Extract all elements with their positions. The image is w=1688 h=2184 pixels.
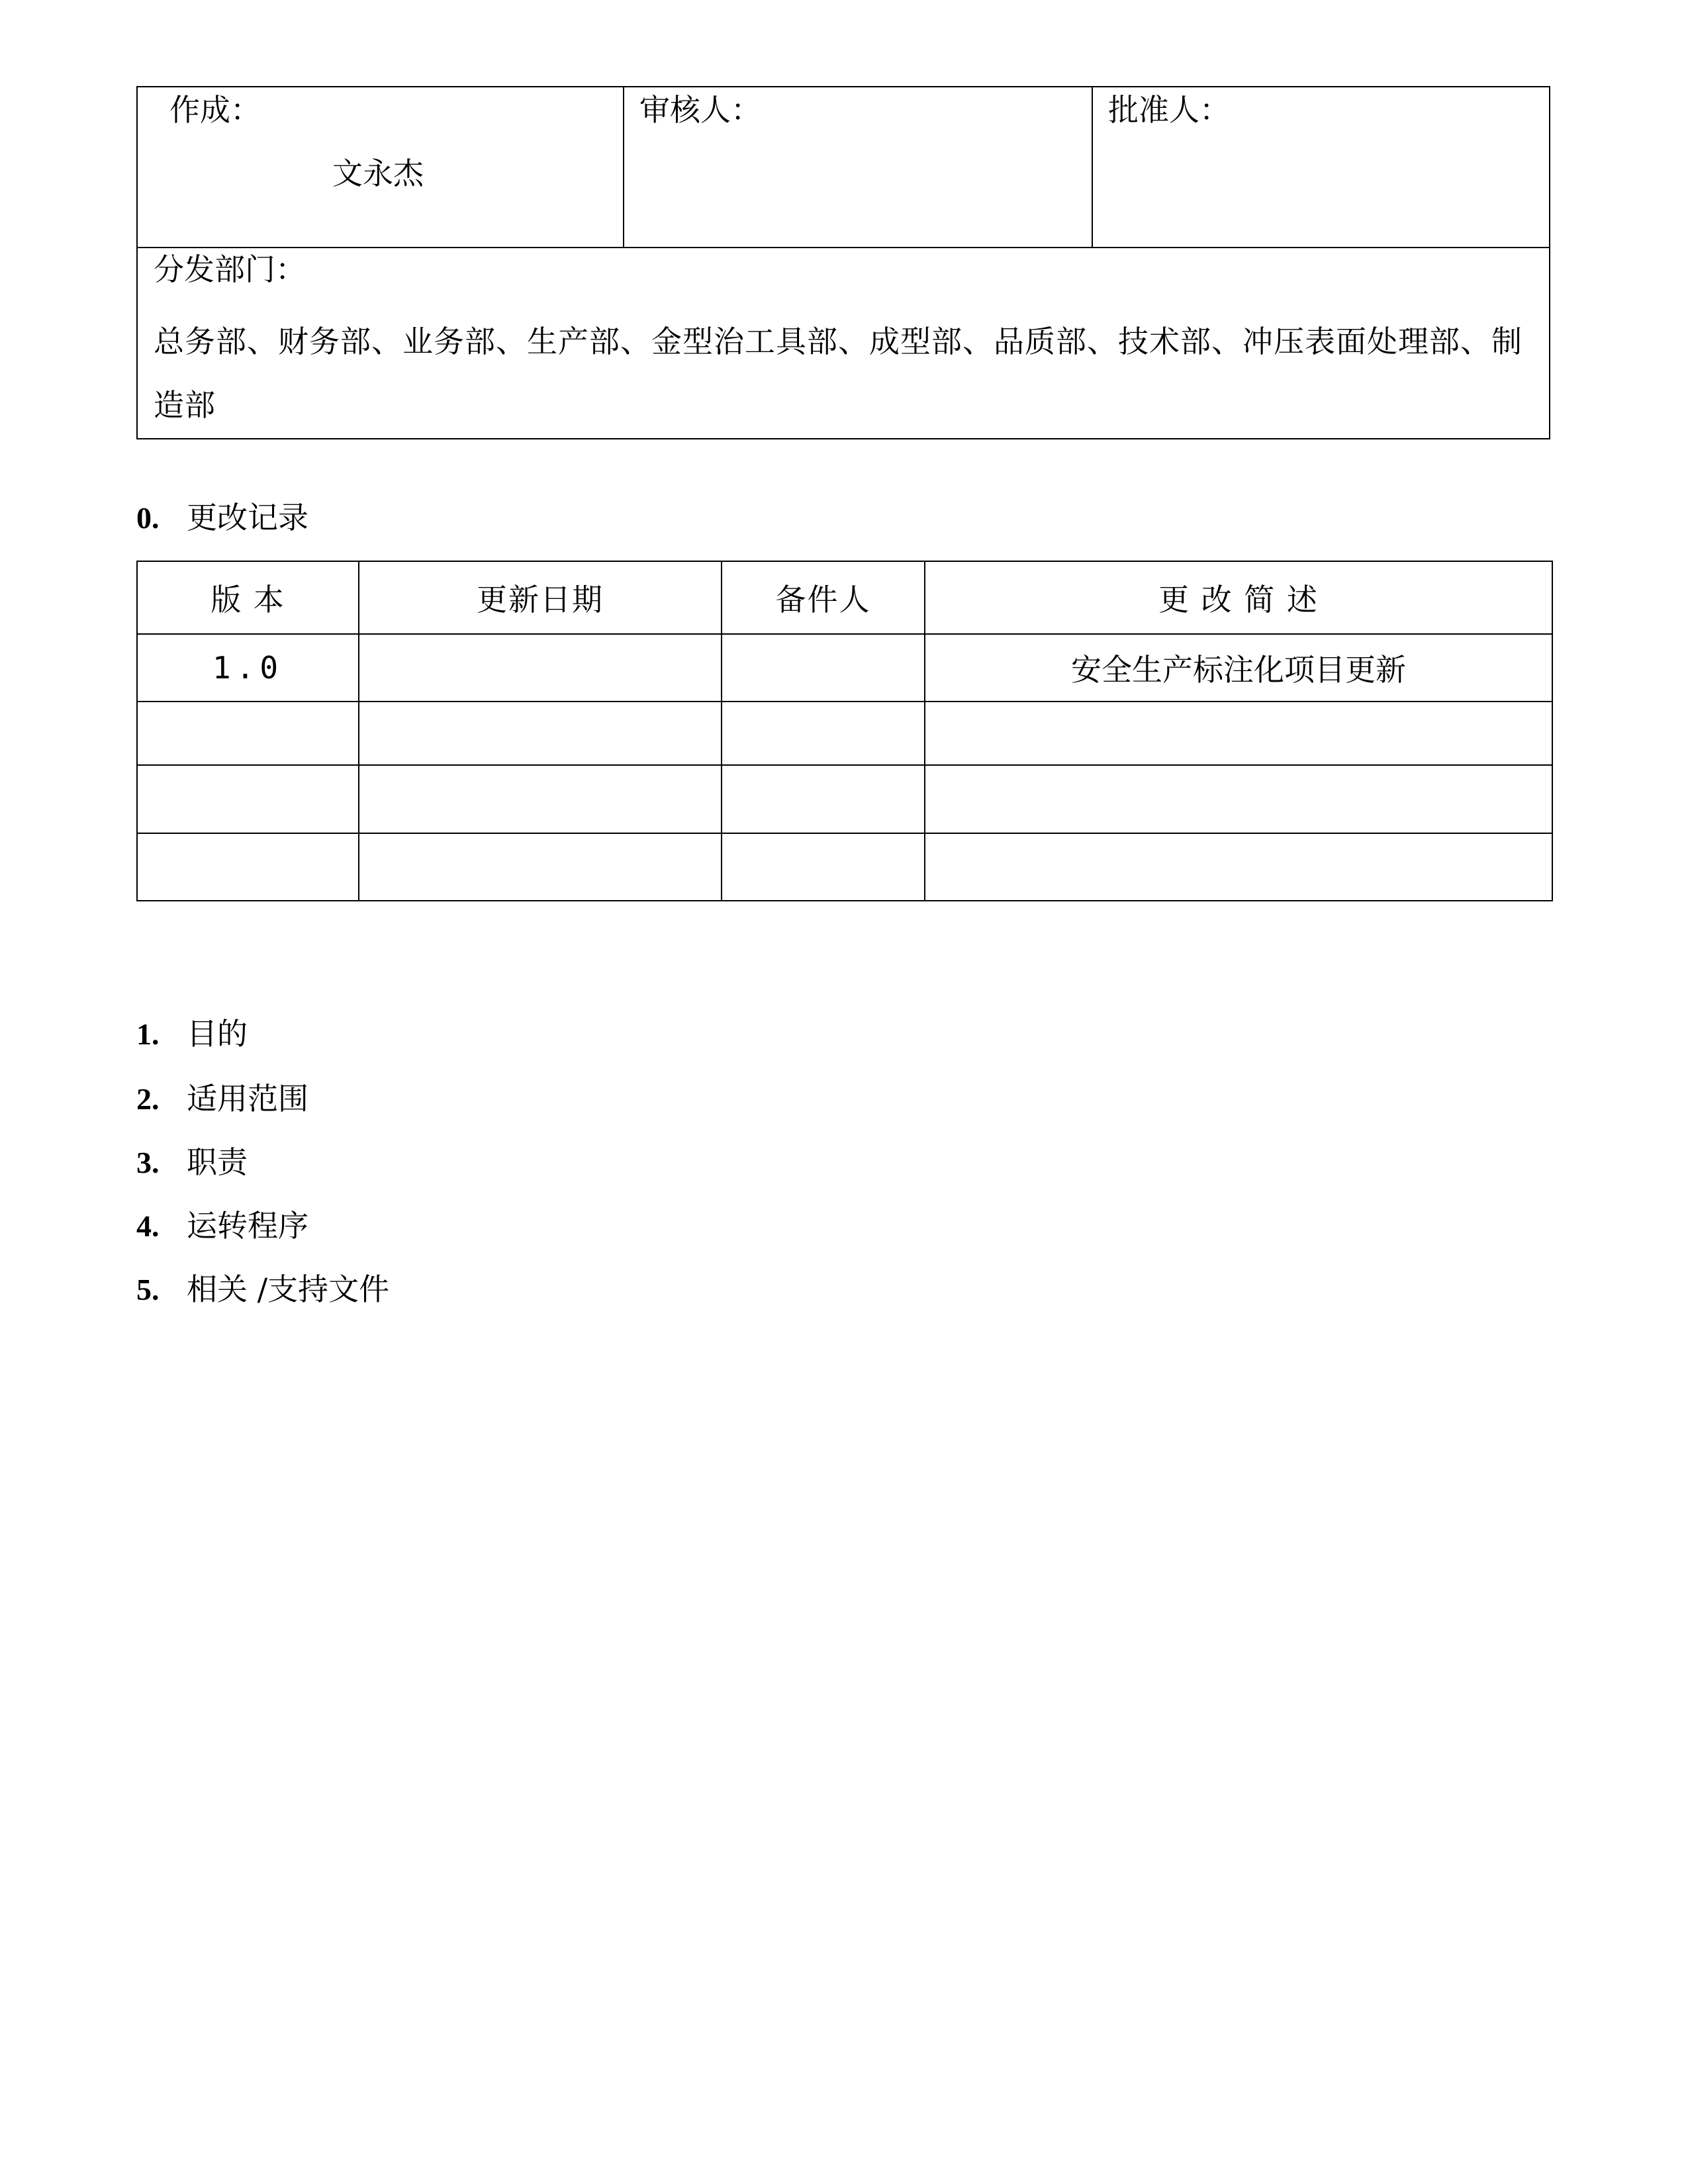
- header-version: 版 本: [137, 561, 359, 634]
- cell-summary: [925, 765, 1552, 833]
- change-record-table: [136, 561, 1553, 901]
- section-title: 相关 /支持文件: [187, 1271, 390, 1307]
- header-update-date: 更新日期: [359, 561, 722, 634]
- table-row: [137, 765, 1552, 833]
- cell-version: [137, 702, 359, 765]
- section-title: 运转程序: [187, 1208, 308, 1244]
- author-label: 作成：: [169, 92, 261, 128]
- table-row: [137, 634, 1552, 702]
- section-scope: [136, 1079, 308, 1119]
- change-record-title: 更改记录: [187, 500, 308, 535]
- cell-date: [359, 833, 722, 901]
- reviewer-label: 审核人：: [639, 92, 761, 128]
- section-number: 1.: [136, 1017, 160, 1051]
- approval-table: [136, 86, 1550, 439]
- cell-preparer: [722, 634, 925, 702]
- cell-date: [359, 702, 722, 765]
- change-record-heading: [136, 498, 308, 538]
- cell-preparer: [722, 833, 925, 901]
- author-name: 文永杰: [332, 156, 424, 191]
- cell-version: 1.0: [137, 634, 359, 702]
- table-row: [137, 833, 1552, 901]
- approval-divider: [623, 87, 624, 247]
- cell-summary: 安全生产标注化项目更新: [925, 634, 1552, 702]
- approver-label: 批准人：: [1108, 92, 1230, 128]
- section-title: 目的: [187, 1016, 248, 1052]
- cell-date: [359, 765, 722, 833]
- cell-preparer: [722, 765, 925, 833]
- change-record-number: 0.: [136, 501, 160, 535]
- table-header-row: [137, 561, 1552, 634]
- approval-divider: [138, 247, 1549, 248]
- section-title: 适用范围: [187, 1081, 308, 1116]
- table-row: [137, 702, 1552, 765]
- section-title: 职责: [187, 1144, 248, 1180]
- approval-divider: [1092, 87, 1093, 247]
- section-number: 5.: [136, 1273, 160, 1306]
- section-purpose: [136, 1014, 248, 1054]
- cell-version: [137, 833, 359, 901]
- section-responsibilities: [136, 1142, 248, 1183]
- section-number: 2.: [136, 1082, 160, 1116]
- section-number: 3.: [136, 1146, 160, 1179]
- section-related-documents: [136, 1269, 389, 1310]
- cell-summary: [925, 833, 1552, 901]
- header-preparer: 备件人: [722, 561, 925, 634]
- distribution-label: 分发部门：: [154, 251, 306, 287]
- section-number: 4.: [136, 1209, 160, 1243]
- header-change-summary: 更 改 简 述: [925, 561, 1552, 634]
- distribution-departments: 总务部、财务部、业务部、生产部、金型治工具部、成型部、品质部、技术部、冲压表面处理部、制造部: [154, 324, 1523, 423]
- section-procedure: [136, 1206, 308, 1246]
- cell-date: [359, 634, 722, 702]
- cell-preparer: [722, 702, 925, 765]
- cell-summary: [925, 702, 1552, 765]
- cell-version: [137, 765, 359, 833]
